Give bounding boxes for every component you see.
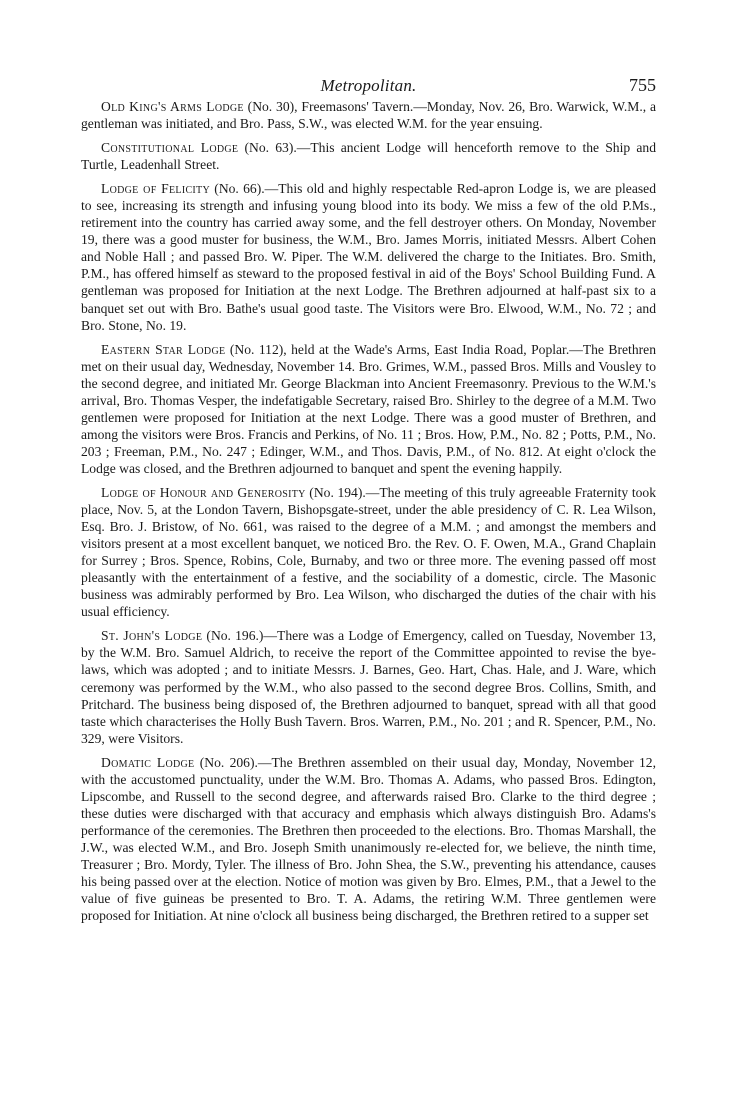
lodge-name: Eastern Star Lodge — [101, 341, 226, 357]
lodge-name: Domatic Lodge — [101, 754, 195, 770]
lodge-name: Lodge of Felicity — [101, 181, 210, 197]
running-title: Metropolitan. — [320, 76, 417, 95]
running-head — [81, 70, 656, 98]
article-lodge-of-honour-and-generosity — [81, 484, 656, 620]
lodge-name: Lodge of Honour and Generosity — [101, 484, 306, 500]
article-eastern-star-lodge — [81, 341, 656, 477]
article-body: (No. 66).—This old and highly respectable Red-apron Lodge is, we are pleased to see, increasing its strength and infusing young blood into its body. We miss a few of the old P.Ms., retirement into the country has carried away some, and the fell destroyer others. On Monday, November 19, there was a good muster for business, the W.M., Bro. James Morris, initiated Messrs. Albert Cohen and Noble Hall ; and passed Bro. W. Piper. The W.M. delivered the charge to the Initiates. Bro. Smith, P.M., has offered himself as steward to the proposed festival in aid of the Boys' School Building Fund. A gentleman was proposed for Initiation at the next Lodge. The Brethren adjourned at half-past six to a banquet set out with Bro. Bathe's usual good taste. The Visitors were Bro. Elwood, W.M., No. 72 ; and Bro. Stone, No. 19. — [81, 181, 657, 333]
article-body: (No. 194).—The meeting of this truly agreeable Fraternity took place, Nov. 5, at the London Tavern, Bishopsgate-street, under the able presidency of C. R. Lea Wilson, Esq. Bro. J. Bristow, of No. 661, was raised to the degree of a M.M. ; and amongst the members and visitors present at a most excellent banquet, we noticed Bro. the Rev. O. F. Owen, M.A., Grand Chaplain for Surrey ; Bros. Spence, Robins, Cole, Burnaby, and two or three more. The evening passed off most pleasantly with the entertainment of a festive, and the sociability of a domestic, circle. The Masonic business was admirably performed by Bro. Lea Wilson, who discharged the duties of the chair with his usual efficiency. — [81, 484, 656, 620]
lodge-name: Constitutional Lodge — [101, 140, 239, 156]
article-st-johns-lodge — [81, 627, 656, 746]
article-domatic-lodge — [81, 754, 656, 924]
article-lodge-of-felicity — [81, 180, 656, 333]
article-old-kings-arms-lodge — [81, 98, 656, 132]
lodge-name: Old King's Arms Lodge — [101, 99, 244, 114]
article-body: (No. 63).—This ancient Lodge will henceforth remove to the Ship and Turtle, Leadenhall Street. — [81, 140, 656, 173]
article-body: (No. 30), Freemasons' Tavern.—Monday, Nov. 26, Bro. Warwick, W.M., a gentleman was initiated, and Bro. Pass, S.W., was elected W.M. for the year ensuing. — [81, 99, 656, 132]
journal-page — [81, 70, 656, 1070]
article-body: (No. 112), held at the Wade's Arms, East India Road, Poplar.—The Brethren met on their usual day, Wednesday, November 14. Bro. Grimes, W.M., passed Bros. Mills and Vousley to the second degree, and initiated Mr. George Blackman into Ancient Freemasonry. Previous to the W.M.'s arrival, Bro. Thomas Vesper, the indefatigable Secretary, raised Bro. Shirley to the degree of a M.M. Two gentlemen were proposed for Initiation at the next Lodge. There was a good muster of Brethren, and among the visitors were Bros. Francis and Perkins, of No. 11 ; Bros. How, P.M., No. 82 ; Potts, P.M., No. 203 ; Freeman, P.M., No. 247 ; Edinger, W.M., and Thos. Davis, P.M., of No. 812. At eight o'clock the Lodge was closed, and the Brethren adjourned to banquet and spent the evening happily. — [81, 341, 656, 476]
article-constitutional-lodge — [81, 139, 656, 173]
lodge-name: St. John's Lodge — [101, 628, 203, 644]
article-body: (No. 206).—The Brethren assembled on their usual day, Monday, November 12, with the accustomed punctuality, under the W.M. Bro. Thomas A. Adams, who passed Bros. Edington, Lipscombe, and Russell to the second degree, and afterwards raised Bro. Clarke to the third degree ; these duties were discharged with that accuracy and emphasis which always distinguish Bro. Adams's performance of the ceremonies. The Brethren then proceeded to the elections. Bro. Thomas Marshall, the J.W., was elected W.M., and Bro. Joseph Smith unanimously re-elected for, we believe, the ninth time, Treasurer ; Bro. Mordy, Tyler. The illness of Bro. John Shea, the S.W., preventing his attendance, causes his being passed over at the election. Notice of motion was given by Bro. Elmes, P.M., that a Jewel to the value of five guineas be presented to Bro. T. A. Adams, the retiring W.M. Three gentlemen were proposed for Initiation. At nine o'clock all business being discharged, the Brethren retired to a supper set — [81, 754, 657, 924]
article-body: (No. 196.)—There was a Lodge of Emergency, called on Tuesday, November 13, by the W.M. Bro. Samuel Aldrich, to receive the report of the Committee appointed to revise the bye-laws, which was adopted ; and to initiate Messrs. J. Barnes, Geo. Hart, Chas. Hale, and J. Ware, which ceremony was performed by the W.M., who also passed to the second degree Bros. Collins, Smith, and Pritchard. The business being disposed of, the Brethren adjourned to banquet, spread with all that good taste which characterises the Holly Bush Tavern. Bros. Warren, P.M., No. 201 ; and R. Spencer, P.M., No. 329, were Visitors. — [81, 628, 656, 746]
page-number: 755 — [629, 75, 656, 95]
